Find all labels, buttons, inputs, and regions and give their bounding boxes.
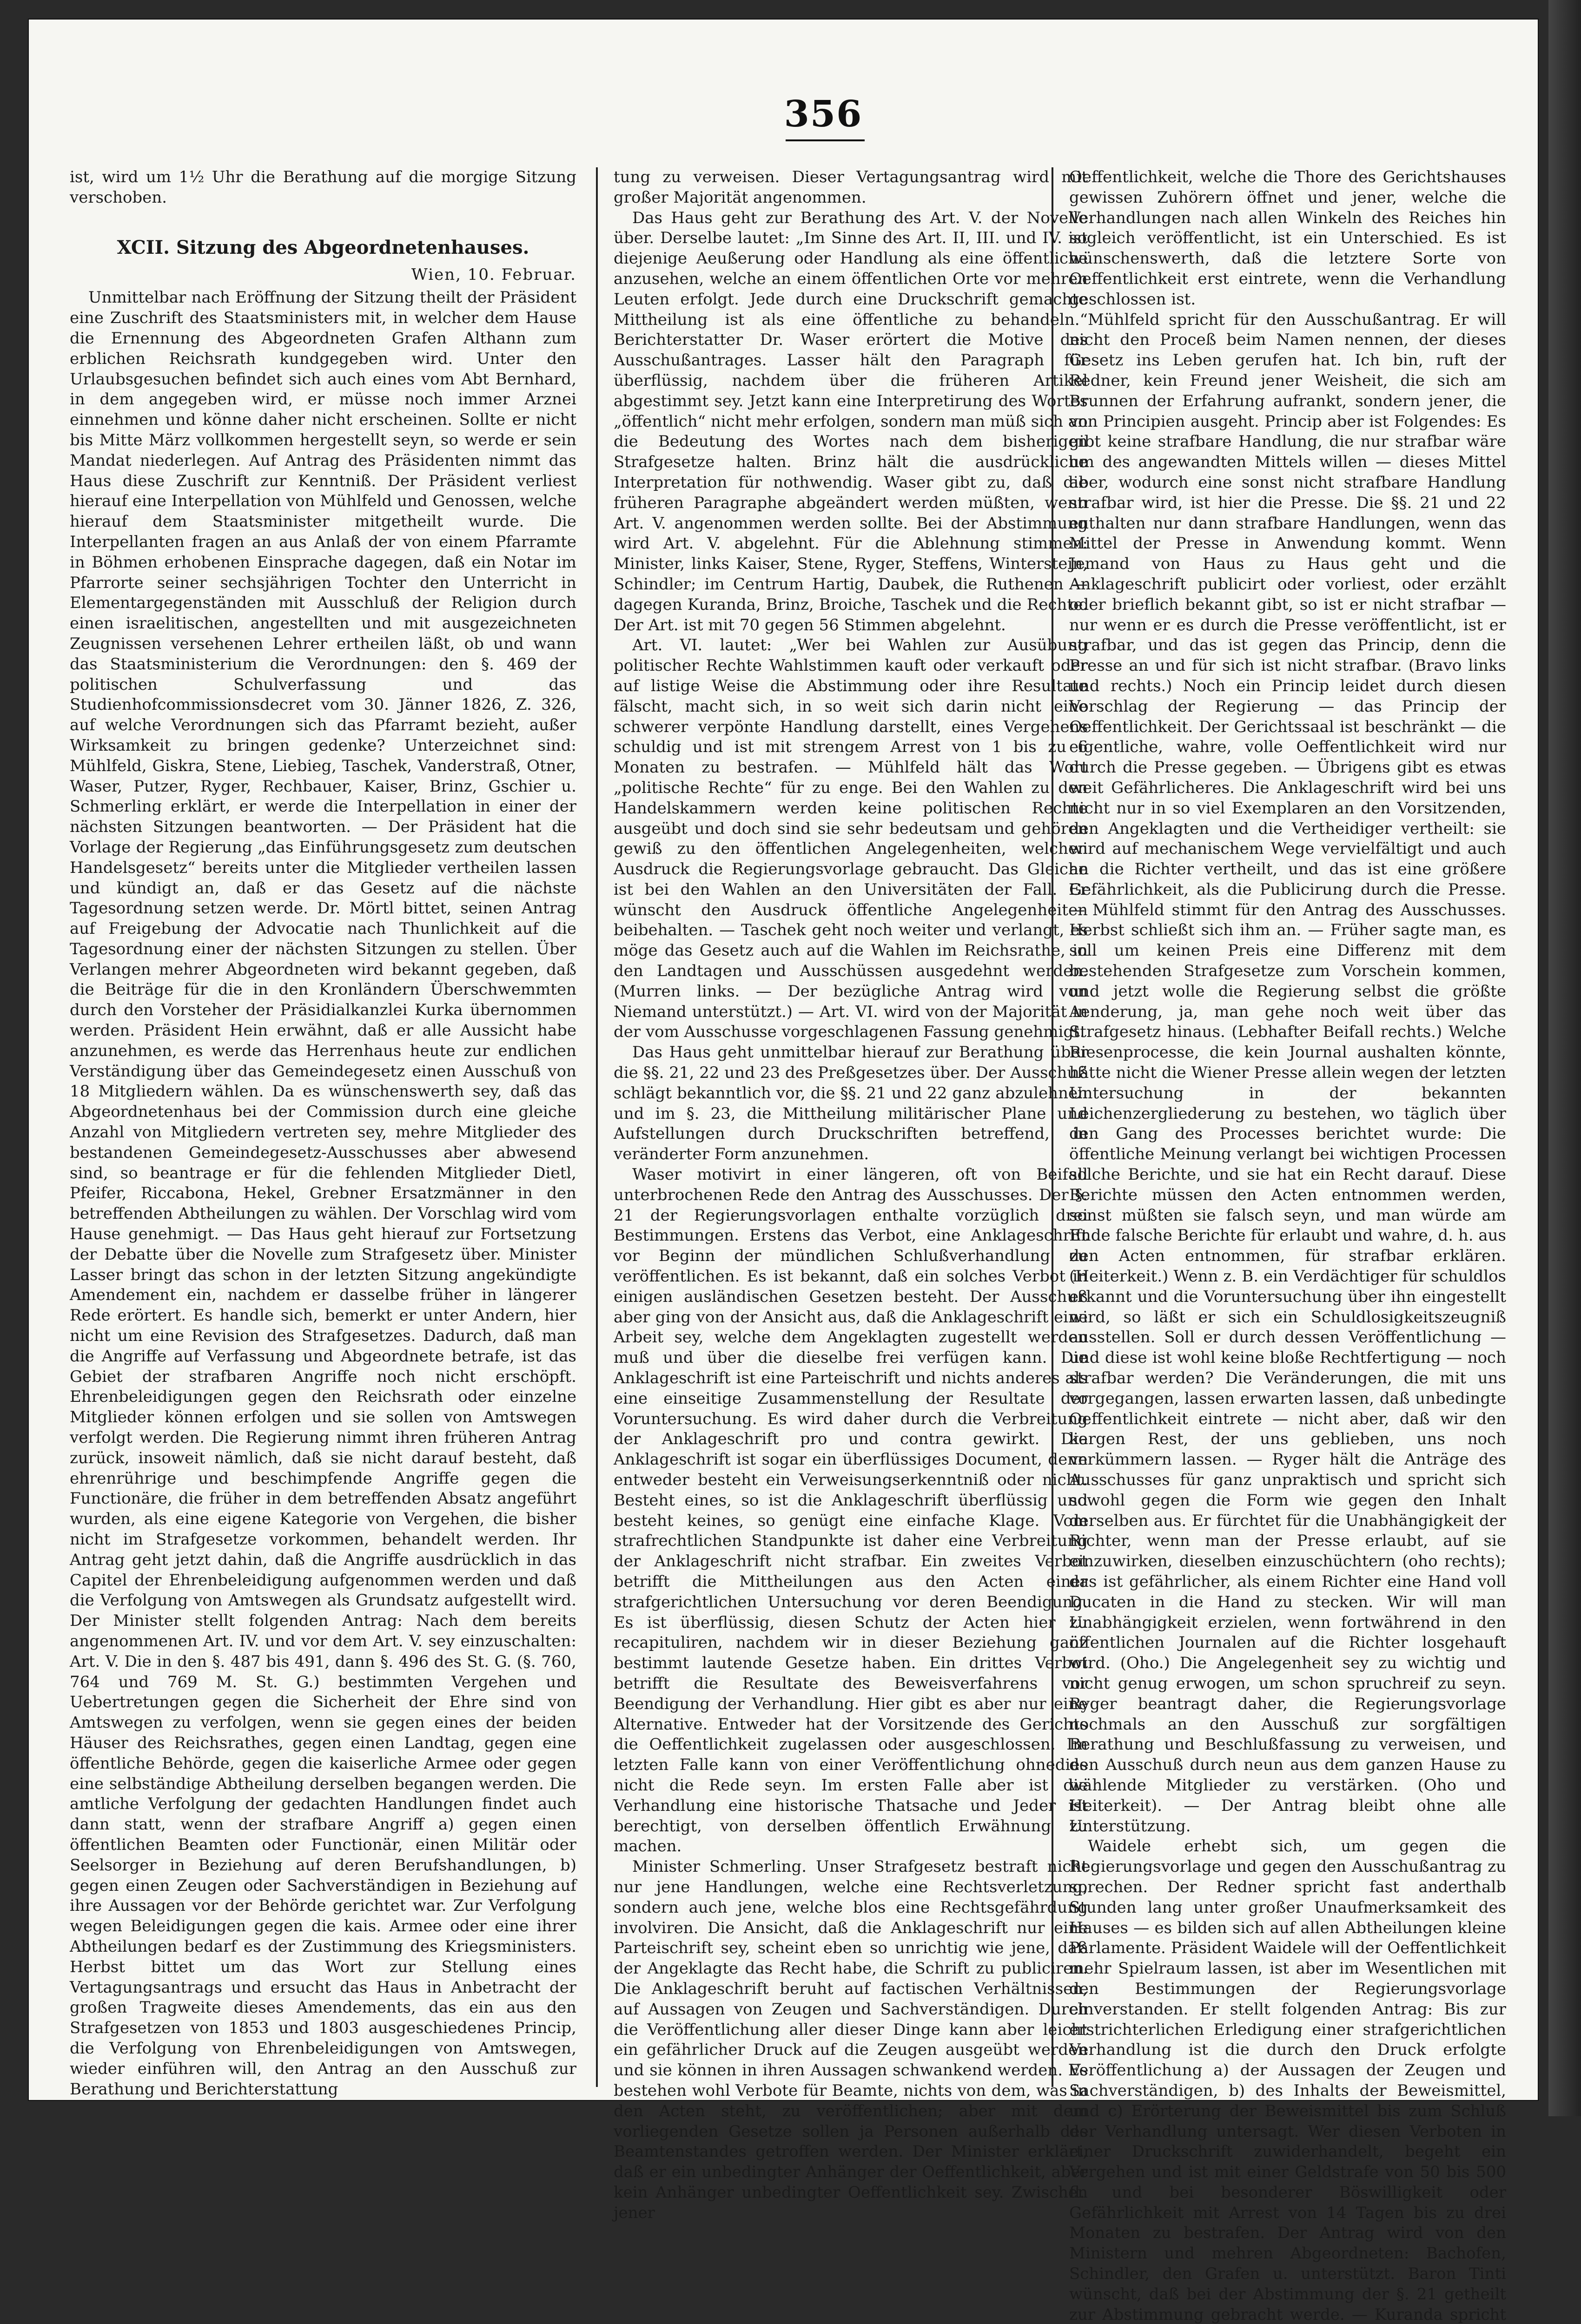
paragraph: Das Haus geht unmittelbar hierauf zur Berathung über die §§. 21, 22 und 23 des Preßgesetzes über. Der Ausschuß schlägt bekanntlich vor, die §§. 21 und 22 ganz abzulehnen und im §. 23, die Mittheilung militärischer Plane und Aufstellungen durch Druckschriften betreffend, in veränderter Form anzunehmen. [614,1043,1088,1164]
paragraph: tung zu verweisen. Dieser Vertagungsantrag wird mit großer Majorität angenommen. [614,168,1088,207]
paragraph: Das Haus geht zur Berathung des Art. V. der Novelle über. Derselbe lautet: „Im Sinne des Art. II, III. und IV. ist diejenige Aeußerung oder Handlung als eine öffentliche anzusehen, welche an einem öffentlichen Orte vor mehren Leuten erfolgt. Jede durch eine Druckschrift gemachte Mittheilung ist als eine öffentliche zu behandeln.“ Berichterstatter Dr. Waser erörtert die Motive des Ausschußantrages. Lasser hält den Paragraph für überflüssig, nachdem über die früheren Artikel abgestimmt sey. Jetzt kann eine Interpretirung des Wortes „öffentlich“ nicht mehr erfolgen, sondern man müß sich an die Bedeutung des Wortes nach dem bisherigen Strafgesetze halten. Brinz hält die ausdrückliche Interpretation für nothwendig. Waser gibt zu, daß die früheren Paragraphe abgeändert werden müßten, wenn Art. V. angenommen werden sollte. Bei der Abstimmung wird Art. V. abgelehnt. Für die Ablehnung stimmen: Minister, links Kaiser, Stene, Ryger, Steffens, Winterstein, Schindler; im Centrum Hartig, Daubek, die Ruthenen — dagegen Kuranda, Brinz, Broiche, Taschek und die Rechte. Der Art. ist mit 70 gegen 56 Stimmen abgelehnt. [614,208,1088,634]
paragraph: Minister Schmerling. Unser Strafgesetz bestraft nicht nur jene Handlungen, welche eine Rechtsverletzung, sondern auch jene, welche blos eine Rechtsgefährdung involviren. Die Ansicht, daß die Anklageschrift nur eine Parteischrift sey, scheint eben so unrichtig wie jene, daß der Angeklagte das Recht habe, die Schrift zu publiciren. Die Anklageschrift beruht auf factischen Verhältnissen, auf Aussagen von Zeugen und Sachverständigen. Durch die Veröffentlichung aller dieser Dinge kann aber leicht ein gefährlicher Druck auf die Zeugen ausgeübt werden und sie können in ihren Aussagen schwankend werden. Es bestehen wohl Verbote für Beamte, nichts von dem, was in den Acten steht, zu veröffentlichen; aber mit dem vorliegenden Gesetze sollen ja Personen außerhalb des Beamtenstandes getroffen werden. Der Minister erklärt, daß er ein unbedingter Anhänger der Oeffentlichkeit, aber kein Anhänger unbedingter Oeffentlichkeit sey. Zwischen jener [614,1857,1088,2222]
column-divider [596,167,598,2087]
page-number-rule [786,139,865,141]
paragraph: Waser motivirt in einer längeren, oft von Beifall unterbrochenen Rede den Antrag des Ausschusses. Der §. 21 der Regierungsvorlagen enthalte vorzüglich drei Bestimmungen. Erstens das Verbot, eine Anklageschrift vor Beginn der mündlichen Schlußverhandlung zu veröffentlichen. Es ist bekannt, daß ein solches Verbot in einigen ausländischen Gesetzen besteht. Der Ausschuß aber ging von der Ansicht aus, daß die Anklageschrift eine Arbeit sey, welche dem Angeklagten zugestellt werden muß und über die dieselbe frei verfügen kann. Die Anklageschrift ist eine Parteischrift und nichts anderes als eine einseitige Zusammenstellung der Resultate der Voruntersuchung. Es wird daher durch die Verbreitung der Anklageschrift pro und contra gewirkt. Die Anklageschrift ist sogar ein überflüssiges Document, denn entweder besteht ein Verweisungserkenntniß oder nicht. Besteht eines, so ist die Anklageschrift überflüssig und besteht keines, so genügt eine einfache Klage. Vom strafrechtlichen Standpunkte ist daher eine Verbreitung der Anklageschrift nicht strafbar. Ein zweites Verbot betrifft die Mittheilungen aus den Acten einer strafgerichtlichen Untersuchung vor deren Beendigung. Es ist überflüssig, diesen Schutz der Acten hier zu recapituliren, nachdem wir in dieser Beziehung ganz bestimmt lautende Gesetze haben. Ein drittes Verbot betrifft die Resultate des Beweisverfahrens vor Beendigung der Verhandlung. Hier gibt es aber nur eine Alternative. Entweder hat der Vorsitzende des Gerichts die Oeffentlichkeit zugelassen oder ausgeschlossen. Im letzten Falle kann von einer Veröffentlichung ohnedies nicht die Rede seyn. Im ersten Falle aber ist die Verhandlung eine historische Thatsache und Jeder ist berechtigt, von derselben öffentlich Erwähnung zu machen. [614,1165,1088,1856]
page-number: 356 [784,93,863,135]
section-heading: XCII. Sitzung des Abgeordnetenhauses. [117,236,529,258]
dateline: Wien, 10. Februar. [411,265,576,284]
column-2 [614,167,1088,2222]
paragraph: Waidele erhebt sich, um gegen die Regierungsvorlage und gegen den Ausschußantrag zu sprechen. Der Redner spricht fast anderthalb Stunden lang unter großer Unaufmerksamkeit des Hauses — es bilden sich auf allen Abtheilungen kleine Parlamente. Präsident Waidele will der Oeffentlichkeit mehr Spielraum lassen, ist aber im Wesentlichen mit den Bestimmungen der Regierungsvorlage einverstanden. Er stellt folgenden Antrag: Bis zur erstrichterlichen Erledigung einer strafgerichtlichen Verhandlung ist die durch den Druck erfolgte Veröffentlichung a) der Aussagen der Zeugen und Sachverständigen, b) des Inhalts der Beweismittel, und c) Erörterung der Beweismittel bis zum Schluß der Verhandlung untersagt. Wer diesen Verboten in einer Druckschrift zuwiderhandelt, begeht ein Vergehen und ist mit einer Geldstrafe von 50 bis 500 fl. und bei besonderer Böswilligkeit oder Gefährlichkeit mit Arrest von 14 Tagen bis zu drei Monaten zu bestrafen. Der Antrag wird von den Ministern und mehren Abgeordneten: Bachofen, Schindler, den Grafen u. unterstützt. Baron Tinti wünscht, daß bei der Abstimmung der §. 21 getheilt zur Abstimmung gebracht werde. — Kuranda spricht [1069,1837,1506,2324]
paragraph: ist, wird um 1½ Uhr die Berathung auf die morgige Sitzung verschoben. [70,168,576,207]
column-1 [70,167,576,2099]
column-3 [1069,167,1506,2324]
paragraph: Mühlfeld spricht für den Ausschußantrag. Er will nicht den Proceß beim Namen nennen, der dieses Gesetz ins Leben gerufen hat. Ich bin, ruft der Redner, kein Freund jener Weisheit, die sich am Brunnen der Erfahrung aufrankt, sondern jener, die von Principien ausgeht. Princip aber ist Folgendes: Es gibt keine strafbare Handlung, die nur strafbar wäre um des angewandten Mittels willen — dieses Mittel aber, wodurch eine sonst nicht strafbare Handlung strafbar wird, ist hier die Presse. Die §§. 21 und 22 enthalten nur dann strafbare Handlungen, wenn das Mittel der Presse in Anwendung kommt. Wenn Jemand von Haus zu Haus geht und die Anklageschrift publicirt oder vorliest, oder erzählt oder brieflich bekannt gibt, so ist er nicht strafbar — nur wenn er es durch die Presse veröffentlicht, ist er strafbar, und das ist gegen das Princip, denn die Presse an und für sich ist nicht strafbar. (Bravo links und rechts.) Noch ein Princip leidet durch diesen Vorschlag der Regierung — das Princip der Oeffentlichkeit. Der Gerichtssaal ist beschränkt — die eigentliche, wahre, volle Oeffentlichkeit wird nur durch die Presse gegeben. — Übrigens gibt es etwas weit Gefährlicheres. Die Anklageschrift wird bei uns nicht nur in so viel Exemplaren an den Vorsitzenden, den Angeklagten und die Vertheidiger vertheilt: sie wird auf mechanischem Wege vervielfältigt und auch an die Richter vertheilt, und das ist eine größere Gefährlichkeit, als die Publicirung durch die Presse. — Mühlfeld stimmt für den Antrag des Ausschusses. Herbst schließt sich ihm an. — Früher sagte man, es soll um keinen Preis eine Differenz mit dem bestehenden Strafgesetze zum Vorschein kommen, und jetzt wolle die Regierung selbst die größte Aenderung, ja, man gehe noch weit über das Strafgesetz hinaus. (Lebhafter Beifall rechts.) Welche Riesenprocesse, die kein Journal aushalten könnte, hätte nicht die Wiener Presse allein wegen der letzten Untersuchung in der bekannten Leichenzergliederung zu bestehen, wo täglich über den Gang des Processes berichtet wurde: Die öffentliche Meinung verlangt bei wichtigen Processen solche Berichte, und sie hat ein Recht darauf. Diese Berichte müssen den Acten entnommen werden, sonst müßten sie falsch seyn, und man würde am Ende falsche Berichte für erlaubt und wahre, d. h. aus den Acten entnommen, für strafbar erklären. (Heiterkeit.) Wenn z. B. ein Verdächtiger für schuldlos erkannt und die Voruntersuchung über ihn eingestellt wird, so läßt er sich ein Schuldlosigkeitszeugniß ausstellen. Soll er durch dessen Veröffentlichung — und diese ist wohl keine bloße Rechtfertigung — noch strafbar werden? Die Veränderungen, die mit uns vorgegangen, lassen erwarten lassen, daß unbedingte Oeffentlichkeit eintrete — nicht aber, daß wir den kargen Rest, der uns geblieben, uns noch verkümmern lassen. — Ryger hält die Anträge des Ausschusses für ganz unpraktisch und spricht sich sowohl gegen die Form wie gegen den Inhalt derselben aus. Er fürchtet für die Unabhängigkeit der Richter, wenn man der Presse erlaubt, auf sie einzuwirken, dieselben einzuschüchtern (oho rechts); das ist gefährlicher, als einem Richter eine Hand voll Ducaten in die Hand zu stecken. Wir will man Unabhängigkeit erzielen, wenn fortwährend in den öffentlichen Journalen auf die Richter losgehauft wird. (Oho.) Die Angelegenheit sey zu wichtig und nicht genug erwogen, um schon spruchreif zu seyn. Ryger beantragt daher, die Regierungsvorlage nochmals an den Ausschuß zur sorgfältigen Berathung und Beschlußfassung zu verweisen, und den Ausschuß durch neun aus dem ganzen Hause zu wählende Mitglieder zu verstärken. (Oho und Heiterkeit). — Der Antrag bleibt ohne alle Unterstützung. [1069,310,1506,1835]
paragraph: Unmittelbar nach Eröffnung der Sitzung theilt der Präsident eine Zuschrift des Staatsministers mit, in welcher dem Hause die Ernennung des Abgeordneten Grafen Althann zum erblichen Reichsrath kundgegeben wird. Unter den Urlaubsgesuchen befindet sich auch eines vom Abt Bernhard, in dem angegeben wird, er müsse noch immer Arznei einnehmen und könne daher nicht erscheinen. Sollte er nicht bis Mitte März vollkommen hergestellt seyn, so werde er sein Mandat niederlegen. Auf Antrag des Präsidenten nimmt das Haus diese Zuschrift zur Kenntniß. Der Präsident verliest hierauf eine Interpellation von Mühlfeld und Genossen, welche hierauf dem Staatsminister mitgetheilt wurde. Die Interpellanten fragen an aus Anlaß der von einem Pfarramte in Böhmen erhobenen Einsprache dagegen, daß ein Notar im Pfarrorte seiner sechsjährigen Tochter den Unterricht in Elementargegenständen mit Ausschluß der Religion durch einen israelitischen, angestellten und mit ausgezeichneten Zeugnissen versehenen Lehrer ertheilen läßt, ob und wann das Staatsministerium die Verordnungen: den §. 469 der politischen Schulverfassung und das Studienhofcommissionsdecret vom 30. Jänner 1826, Z. 326, auf welche Verordnungen sich das Pfarramt bezieht, außer Wirksamkeit zu bringen gedenke? Unterzeichnet sind: Mühlfeld, Giskra, Stene, Liebieg, Taschek, Vanderstraß, Otner, Waser, Putzer, Ryger, Rechbauer, Kaiser, Brinz, Gschier u. Schmerling erklärt, er werde die Interpellation in einer der nächsten Sitzungen beantworten. — Der Präsident hat die Vorlage der Regierung „das Einführungsgesetz zum deutschen Handelsgesetz“ bereits unter die Mitglieder vertheilen lassen und kündigt an, daß er das Gesetz auf die nächste Tagesordnung setzen werde. Dr. Mörtl bittet, seinen Antrag auf Freigebung der Advocatie nach Thunlichkeit auf die Tagesordnung einer der nächsten Sitzungen zu stellen. Über Verlangen mehrer Abgeordneten wird bekannt gegeben, daß die Beiträge für die in den Kronländern Überschwemmten durch den Vorsteher der Präsidialkanzlei Kurka übernommen werden. Präsident Hein erwähnt, daß er alle Aussicht habe anzunehmen, es werde das Herrenhaus heute zur endlichen Verständigung über das Gemeindegesetz einen Ausschuß von 18 Mitgliedern wählen. Da es wünschenswerth sey, daß das Abgeordnetenhaus bei der Commission durch eine gleiche Anzahl von Mitgliedern vertreten sey, mehre Mitglieder des bestandenen Gemeindegesetz-Ausschusses aber abwesend sind, so beantrage er für die fehlenden Mitglieder Dietl, Pfeifer, Riccabona, Hekel, Grebner Ersatzmänner in den betreffenden Abtheilungen zu wählen. Der Vorschlag wird vom Hause genehmigt. — Das Haus geht hierauf zur Fortsetzung der Debatte über die Novelle zum Strafgesetz über. Minister Lasser bringt das schon in der letzten Sitzung angekündigte Amendement ein, nachdem er dasselbe früher in längerer Rede erörtert. Es handle sich, bemerkt er unter Andern, hier nicht um eine Revision des Strafgesetzes. Dadurch, daß man die Angriffe auf Verfassung und Abgeordnete betrafe, ist das Gebiet der strafbaren Angriffe noch nicht erschöpft. Ehrenbeleidigungen gegen den Reichsrath oder einzelne Mitglieder können erfolgen und sie sollen von Amtswegen verfolgt werden. Die Regierung nimmt ihren früheren Antrag zurück, insoweit nämlich, daß sie nicht darauf besteht, daß ehrenrührige und beschimpfende Angriffe gegen die Functionäre, die früher in dem betreffenden Absatz angeführt wurden, als eine eigene Kategorie von Vergehen, die bisher nicht im Strafgesetze vorkommen, behandelt werden. Ihr Antrag geht jetzt dahin, daß die Angriffe ausdrücklich in das Capitel der Ehrenbeleidigung aufgenommen werden und daß die Verfolgung von Amtswegen als Grundsatz aufgestellt wird. Der Minister stellt folgenden Antrag: Nach dem bereits angenommenen Art. IV. und vor dem Art. V. sey einzuschalten: Art. V. Die in den §. 487 bis 491, dann §. 496 des St. G. (§. 760, 764 und 769 M. St. G.) bestimmten Vergehen und Uebertretungen gegen die Sicherheit der Ehre sind von Amtswegen zu verfolgen, wenn sie gegen eines der beiden Häuser des Reichsrathes, gegen einen Landtag, gegen eine öffentliche Behörde, gegen die kaiserliche Armee oder gegen eine selbständige Abtheilung derselben begangen werden. Die amtliche Verfolgung der gedachten Handlungen findet auch dann statt, wenn der strafbare Angriff a) gegen einen öffentlichen Beamten oder Functionär, einen Militär oder Seelsorger in Beziehung auf deren Berufshandlungen, b) gegen einen Zeugen oder Sachverständigen in Beziehung auf ihre Aussagen vor der Behörde gerichtet war. Zur Verfolgung wegen Beleidigungen gegen die kais. Armee oder eine ihrer Abtheilungen bedarf es der Zustimmung des Kriegsministers. Herbst bittet um das Wort zur Stellung eines Vertagungsantrags und ersucht das Haus in Anbetracht der großen Tragweite dieses Amendements, das ein aus den Strafgesetzen von 1853 und 1803 ausgeschiedenes Princip, die Verfolgung von Ehrenbeleidigungen von Amtswegen, wieder einführen will, den Antrag an den Ausschuß zur Berathung und Berichterstattung [70,288,576,2099]
paragraph: Oeffentlichkeit, welche die Thore des Gerichtshauses gewissen Zuhörern öffnet und jener, welche die Verhandlungen nach allen Winkeln des Reiches hin sogleich veröffentlicht, ist ein Unterschied. Es ist wünschenswerth, daß die letztere Sorte von Oeffentlichkeit erst eintrete, wenn die Verhandlung geschlossen ist. [1069,168,1506,309]
paragraph: Art. VI. lautet: „Wer bei Wahlen zur Ausübung politischer Rechte Wahlstimmen kauft oder verkauft oder auf listige Weise die Abstimmung oder ihre Resultate fälscht, macht sich, in so weit sich darin nicht eine schwerer verpönte Handlung darstellt, eines Vergehens schuldig und ist mit strengem Arrest von 1 bis zu 6 Monaten zu bestrafen. — Mühlfeld hält das Wort „politische Rechte“ für zu enge. Bei den Wahlen zu den Handelskammern werden keine politischen Rechte ausgeübt und doch sind sie sehr bedeutsam und gehören gewiß zu den öffentlichen Angelegenheiten, welchen Ausdruck die Regierungsvorlage gebraucht. Das Gleiche ist bei den Wahlen an den Universitäten der Fall. Er wünscht den Ausdruck öffentliche Angelegenheiten beibehalten. — Taschek geht noch weiter und verlangt, es möge das Gesetz auch auf die Wahlen im Reichsrathe, in den Landtagen und Ausschüssen ausgedehnt werden. (Murren links. — Der bezügliche Antrag wird von Niemand unterstützt.) — Art. VI. wird von der Majorität in der vom Ausschusse vorgeschlagenen Fassung genehmigt. [614,636,1088,1042]
scan-right-edge [1548,0,1581,2116]
